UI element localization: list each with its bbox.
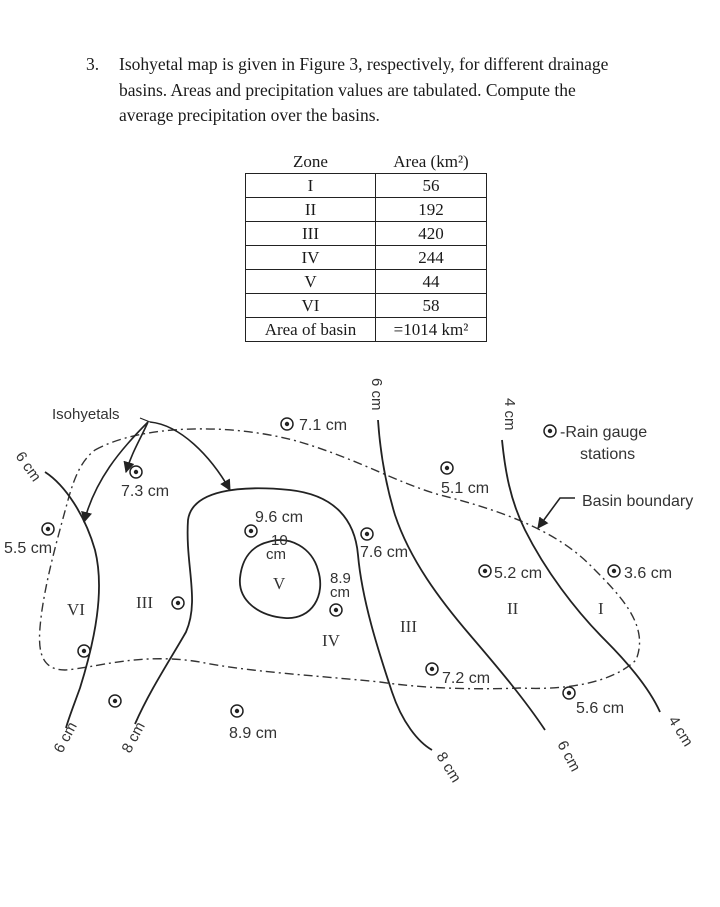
- isohyetals-underline: [140, 418, 150, 422]
- table-row: [246, 294, 487, 318]
- table-row: [246, 198, 487, 222]
- isohyetals-arrow-3: [150, 422, 230, 490]
- gauge-station: [563, 687, 575, 699]
- zone-label-III-right: III: [400, 617, 417, 636]
- isohyetals-label: Isohyetals: [52, 406, 120, 423]
- problem-statement: [86, 52, 646, 129]
- zone-label-III-left: III: [136, 593, 153, 612]
- header-area: Area (km²): [393, 151, 469, 171]
- rain-gauge-label: -Rain gauge: [560, 424, 648, 441]
- gauge-value: 7.6 cm: [360, 544, 409, 561]
- zone-cell: I: [246, 174, 376, 198]
- table-row: [246, 222, 487, 246]
- total-row: [246, 318, 487, 342]
- gauge-station: [330, 604, 342, 616]
- gauge-station: [42, 523, 54, 535]
- isohyet-label-6cm-top-left: 6 cm: [11, 448, 45, 485]
- area-cell: 58: [376, 294, 487, 318]
- isohyet-label-4cm-bottom-right: 4 cm: [664, 713, 697, 750]
- zone-cell: VI: [246, 294, 376, 318]
- zone-label-VI: VI: [67, 600, 85, 619]
- gauge-value-unit: cm: [330, 584, 350, 601]
- gauge-value: 5.2 cm: [494, 565, 543, 582]
- problem-number: 3.: [86, 54, 100, 74]
- zone-area-table: [245, 150, 487, 342]
- gauge-station: [172, 597, 184, 609]
- total-value-cell: =1014 km²: [376, 318, 487, 342]
- gauge-station: [130, 466, 142, 478]
- gauge-value: 3.6 cm: [624, 565, 673, 582]
- gauge-station: [109, 695, 121, 707]
- gauge-value: 5.1 cm: [441, 480, 490, 497]
- table-row: [246, 246, 487, 270]
- gauge-station: [231, 705, 243, 717]
- zone-label-II: II: [507, 599, 519, 618]
- table-row: [246, 270, 487, 294]
- stations-label: stations: [580, 446, 636, 463]
- zone-cell: V: [246, 270, 376, 294]
- isohyet-label-6cm-bottom-left: 6 cm: [50, 719, 81, 756]
- isohyet-label-8cm-middle: 8 cm: [432, 749, 465, 786]
- isohyet-8cm-left: [135, 488, 432, 750]
- zone-label-IV: IV: [322, 631, 340, 650]
- gauge-station: [78, 645, 90, 657]
- zone-cell: II: [246, 198, 376, 222]
- area-cell: 244: [376, 246, 487, 270]
- area-cell: 192: [376, 198, 487, 222]
- isohyet-label-10-unit: cm: [266, 546, 286, 563]
- zone-label-V: V: [273, 574, 286, 593]
- gauge-station: [426, 663, 438, 675]
- area-cell: 44: [376, 270, 487, 294]
- zone-cell: III: [246, 222, 376, 246]
- gauge-value: 9.6 cm: [255, 509, 304, 526]
- gauge-value: 5.5 cm: [4, 540, 53, 557]
- isohyet-label-6cm-middle: 6 cm: [368, 378, 385, 411]
- gauge-station: [608, 565, 620, 577]
- area-cell: 420: [376, 222, 487, 246]
- zone-label-I: I: [598, 599, 604, 618]
- isohyet-label-6cm-right: 6 cm: [553, 737, 584, 775]
- problem-text: Isohyetal map is given in Figure 3, respectively, for different drainage basins. Areas and precipitation values are tabulated. Compute the average precipitation over the basins.: [119, 54, 609, 125]
- gauge-station: [441, 462, 453, 474]
- basin-boundary-arrow: [538, 498, 575, 528]
- gauge-value: 5.6 cm: [576, 700, 625, 717]
- gauge-station: [361, 528, 373, 540]
- isohyetal-map: [0, 370, 720, 800]
- gauge-station: [479, 565, 491, 577]
- gauge-station: [245, 525, 257, 537]
- isohyet-label-8cm-left: 8 cm: [118, 719, 149, 756]
- gauge-value: 7.3 cm: [121, 483, 170, 500]
- table-row: [246, 174, 487, 198]
- area-cell: 56: [376, 174, 487, 198]
- isohyetals-arrow-2: [126, 422, 148, 472]
- basin-boundary-label: Basin boundary: [582, 493, 694, 510]
- gauge-value: 8.9 cm: [229, 725, 278, 742]
- isohyet-label-4cm-top-right: 4 cm: [501, 398, 518, 431]
- table-header-row: [246, 150, 487, 174]
- header-zone: Zone: [293, 151, 328, 171]
- gauge-value: 8.9: [330, 570, 351, 587]
- zone-cell: IV: [246, 246, 376, 270]
- gauge-station: [281, 418, 293, 430]
- gauge-value: 7.2 cm: [442, 670, 491, 687]
- total-label-cell: Area of basin: [246, 318, 376, 342]
- isohyet-label-10: 10: [271, 532, 288, 549]
- rain-gauge-legend: [544, 424, 647, 463]
- gauge-value: 7.1 cm: [299, 417, 348, 434]
